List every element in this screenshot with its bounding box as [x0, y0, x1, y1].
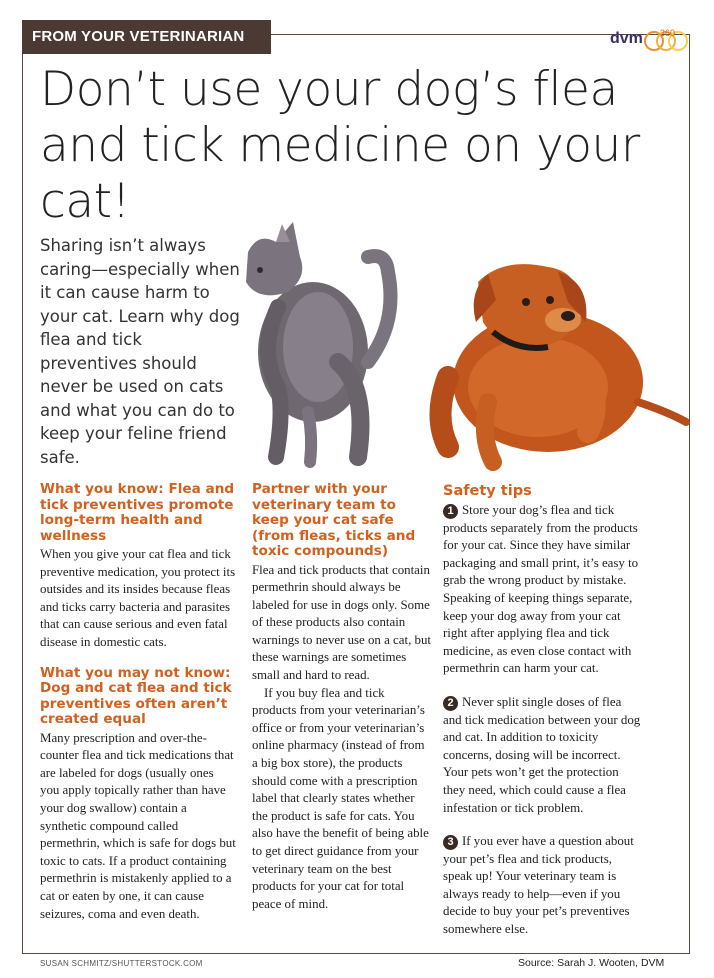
- tip-text: If you ever have a question about your pet’s flea and tick products, speak up! Your veterinary team is always ready to help—even if you decide to buy your pet’s preventives somewhere else.: [443, 834, 634, 937]
- section-heading-safety-tips: Safety tips: [443, 483, 532, 499]
- section-heading-what-you-know: What you know: Flea and tick preventives promote long-term health and wellness: [40, 481, 235, 544]
- dvm360-logo: [604, 22, 694, 56]
- column-partner: [252, 482, 432, 913]
- section-heading-what-you-may-not-know: What you may not know: Dog and cat flea and tick preventives often aren’t created equal: [40, 664, 232, 728]
- column-what-you-know: [40, 482, 236, 923]
- tip-number-icon: 2: [443, 696, 458, 711]
- section-heading-partner: Partner with your veterinary team to keep your cat safe (from fleas, ticks and toxic compounds): [252, 481, 416, 559]
- cat-and-dog-illustration: [218, 212, 690, 472]
- puppy-icon: [441, 264, 687, 462]
- logo-text: dvm: [610, 30, 643, 47]
- photo-credit: SUSAN SCHMITZ/SHUTTERSTOCK.COM: [40, 959, 203, 968]
- tip-text: Store your dog’s flea and tick products separately from the products for your cat. Since they have similar packaging and small print, it’s easy to grab the wrong product by mistake. Speaking of keeping things separate, keep your dog away from your cat right after applying flea and tick medicine, as even close contact with permethrin can harm your cat.: [443, 503, 639, 676]
- section-body-what-you-know: When you give your cat flea and tick preventive medication, you protect its outsides and its insides because fleas and ticks carry bacteria and parasites that can cause serious and even fatal disease in domestic cats.: [40, 547, 236, 649]
- column-safety-tips: [443, 482, 643, 955]
- cat-icon: [246, 222, 391, 462]
- source-line: Source: Sarah J. Wooten, DVM: [518, 957, 665, 969]
- safety-tip: [443, 833, 643, 939]
- section-body-partner-2: If you buy flea and tick products from your veterinarian’s office or from your veterinarian’s online pharmacy (instead of from a big box store), the products should come with a prescription label that clearly states whether the product is safe for cats. You also have the benefit of being able to get direct guidance from your veterinary team on the best products for your cat for total peace of mind.: [252, 685, 429, 911]
- safety-tip: [443, 694, 643, 817]
- tip-text: Never split single doses of flea and tick medication between your dog and cat. In addition to toxicity concerns, dosing will be incorrect. Your pets won’t get the protection they need, which could cause a flea infestation or tick problem.: [443, 694, 641, 815]
- logo-rings-icon: [604, 22, 694, 56]
- section-body-what-you-may-not-know: Many prescription and over-the-counter flea and tick medications that are labeled for dogs (usually ones you apply topically rather than have your dog swallow) contain a synthetic compound called permethrin, which is safe for dogs but toxic to cats. If a product containing permethrin is mistakenly applied to a cat or eaten by one, it can cause seizures, coma and even death.: [40, 730, 236, 921]
- safety-tip: [443, 502, 643, 678]
- logo-number: 360: [660, 28, 676, 38]
- article-title: Don’t use your dog’s flea and tick medicine on your cat!: [40, 62, 640, 229]
- section-header: FROM YOUR VETERINARIAN: [22, 20, 271, 54]
- tip-number-icon: 3: [443, 835, 458, 850]
- article-intro: Sharing isn’t always caring—especially when it can cause harm to your cat. Learn why dog flea and tick preventives should never be used on cats and what you can do to keep your feline friend safe.: [40, 236, 240, 467]
- tip-number-icon: 1: [443, 504, 458, 519]
- section-body-partner-1: Flea and tick products that contain permethrin should always be labeled for use in dogs only. Some of these products also contain warnings to never use on a cat, but these warnings are sometimes small and hard to read.: [252, 562, 431, 683]
